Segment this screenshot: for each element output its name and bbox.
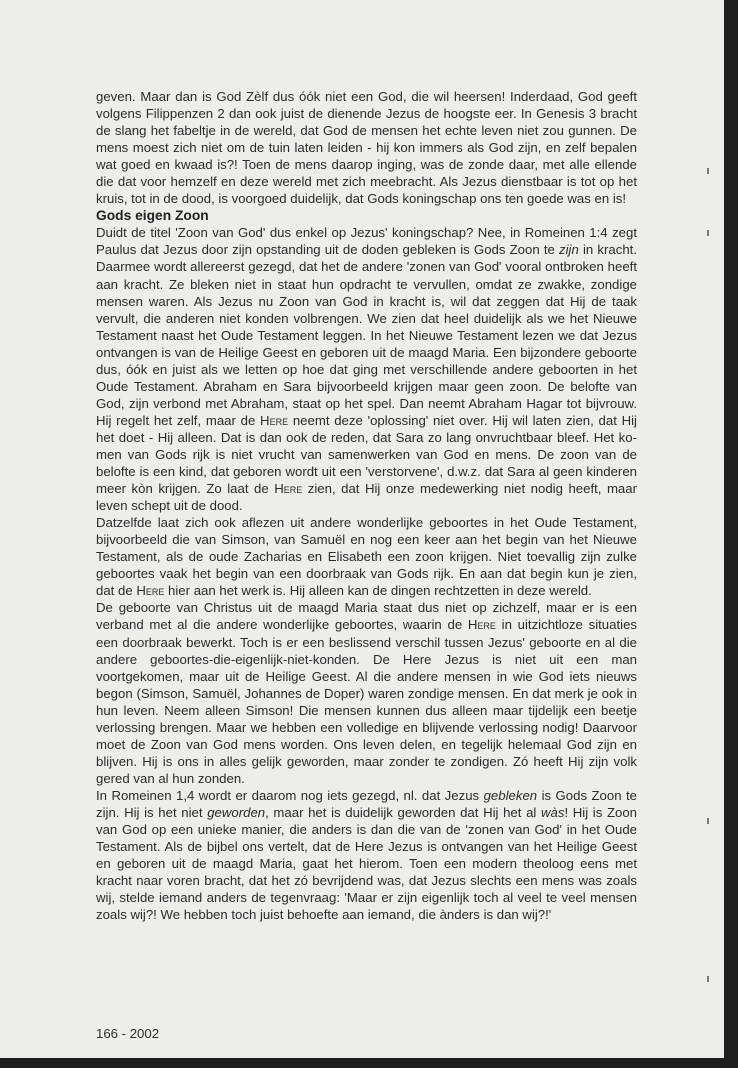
margin-mark	[707, 818, 709, 824]
italic-gebleken: gebleken	[483, 787, 538, 803]
margin-mark	[707, 168, 709, 174]
margin-mark	[707, 976, 709, 982]
small-caps-here: Here	[260, 412, 289, 428]
italic-geworden: geworden	[207, 804, 266, 820]
scan-border-right	[724, 0, 738, 1068]
small-caps-here: Here	[136, 583, 165, 599]
italic-zijn: zijn	[559, 242, 579, 258]
paragraph-2: Duidt de titel 'Zoon van God' dus enkel op Jezus' koningschap? Nee, in Romeinen 1:4 zegt Paulus dat Jezus door zijn opstanding uit de doden gebleken is Gods Zoon te zijn in kracht. Daarmee wordt allereerst gezegd, dat het de andere 'zonen van God' vooral ontbroken heeft aan kracht. Ze bleken niet in staat hun opdracht te vervullen, omdat ze zwakke, zondige mensen waren. Als Jezus nu Zoon van God in kracht is, wil dat zeggen dat Hij de taak vervult, die anderen niet konden volbrengen. We zien dat heel duidelijk als we het Nieuwe Testament naast het Oude Testament leggen. In het Nieuwe Testament lezen we dat Jezus ontvangen is van de Heilige Geest en geboren uit de maagd Maria. Een bijzondere geboorte dus, óók en juist als we letten op hoe dat ging met verschillende andere geboorten in het Oude Testament. Abraham en Sara bijvoorbeeld krijgen maar geen zoon. De belofte van God, zijn verbond met Abraham, staat op het spel. Dan neemt Abraham Hagar tot bijvrouw. Hij regelt het zelf, maar de Here neemt deze 'oplossing' niet over. Hij wil laten zien, dat Hij het doet - Hij alleen. Dat is dan ook de reden, dat Sara zo lang onvruchtbaar bleef. Het komen van Gods rijk is niet vrucht van samenwerken van God en mens. De zoon van de belofte is een kind, dat geboren wordt uit een 'verstorvene', d.w.z. dat Sara al geen kinderen meer kòn krijgen. Zo laat de Here zien, dat Hij onze medewerking niet nodig heeft, maar leven schept uit de dood.	[96, 225, 637, 514]
small-caps-here: Here	[274, 481, 303, 497]
section-heading: Gods eigen Zoon	[96, 208, 209, 224]
paragraph-3: Datzelfde laat zich ook aflezen uit andere wonderlijke geboortes in het Oude Testament, bijvoorbeeld die van Simson, van Samuël en nog een keer aan het begin van het Nieuwe Testament, als de oude Zacharias en Elisabeth een zoon krijgen. Niet toevallig zijn zulke geboortes vaak het begin van een doorbraak van Gods rijk. En aan dat begin kun je zien, dat de Here hier aan het werk is. Hij alleen kan de dingen rechtzetten in deze wereld.	[96, 515, 637, 599]
article-body	[96, 88, 637, 923]
paragraph-5: In Romeinen 1,4 wordt er daarom nog iets gezegd, nl. dat Jezus gebleken is Gods Zoon te zijn. Hij is het niet geworden, maar het is duidelijk geworden dat Hij het al wàs! Hij is Zoon van God op een unieke manier, die anders is dan die van de 'zonen van God' in het Oude Testament. Als de bijbel ons vertelt, dat de Here Jezus is ontvangen van het Heilige Geest en geboren uit de maagd Maria, gaat het hierom. Toen een modern theoloog eens met kracht naar voren bracht, dat het zó bevrijdend was, dat Jezus slechts een mens was zoals wij, stelde iemand anders de tegenvraag: 'Maar er zijn eigenlijk toch al veel te veel mensen zoals wij?! We hebben toch juist behoefte aan iemand, die ànders is dan wij?!'	[96, 787, 638, 923]
paragraph-intro: geven. Maar dan is God Zèlf dus óók niet een God, die wil heersen! Inderdaad, God geeft volgens Filippenzen 2 dan ook juist de dienende Jezus de hoogste eer. In Genesis 3 bracht de slang het fabeltje in de wereld, dat God de mensen het echte leven niet zou gunnen. De mens moest zich niet om de tuin laten leiden - hij kon immers als God zijn, en zelf bepalen wat goed en kwaad is?! Toen de mens daarop inging, was de zonde daar, met alle ellende die dat voor hemzelf en deze wereld met zich meebracht. Als Jezus dienstbaar is tot op het kruis, tot in de dood, is voorgoed duidelijk, dat Gods koningschap ons ten goede was en is!	[96, 89, 637, 207]
page-number: 166 - 2002	[96, 1026, 160, 1041]
scan-border-bottom	[0, 1058, 738, 1068]
paragraph-4: De geboorte van Christus uit de maagd Maria staat dus niet op zichzelf, maar er is een verband met al die andere wonderlijke geboortes, waarin de Here in uitzichtloze situaties een doorbraak bewerkt. Toch is er een beslissend verschil tussen Jezus' geboorte en al die andere geboortes-die-eigenlijk-niet-konden. De Here Jezus is niet uit een man voortgekomen, maar uit de Heilige Geest. Al die andere mensen in wie God iets nieuws begon (Simson, Samuël, Johannes de Doper) waren zondige mensen. En dat merk je ook in hun leven. Neem alleen Simson! Die mensen kunnen dus alleen maar tijdelijk een beetje verlossing brengen. Maar we hebben een volledige en blijvende verlossing nodig! Daarvoor moet de Zoon van God mens worden. Ons leven delen, en tegelijk helemaal God zijn en blijven. Hij is ons in alles gelijk geworden, maar zonder te zondigen. Zó heeft Hij zijn volk gered van al hun zonden.	[96, 600, 637, 786]
margin-mark	[707, 230, 709, 236]
italic-was: wàs	[541, 804, 565, 820]
small-caps-here: Here	[467, 617, 496, 633]
